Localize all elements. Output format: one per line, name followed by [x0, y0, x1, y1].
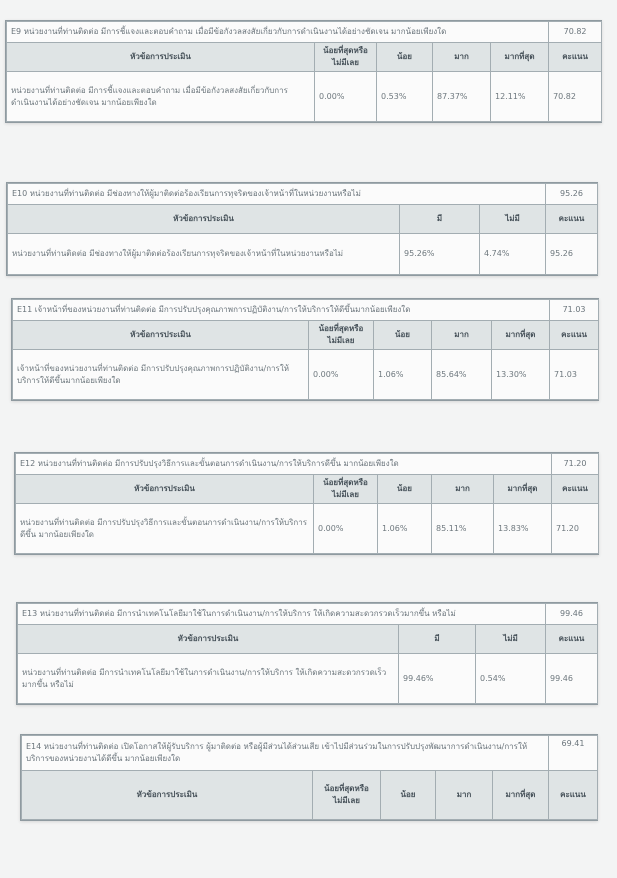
- section-score: 71.20: [552, 454, 599, 475]
- question-text: หน่วยงานที่ท่านติดต่อ มีการชี้แจงและตอบคำถาม เมื่อมีข้อกังวลสงสัยเกี่ยวกับการดำเนินงานได้อย่างชัดเจน มากน้อยเพียงใด: [7, 72, 315, 122]
- header-least: น้อยที่สุดหรือไม่มีเลย: [309, 321, 374, 350]
- section-title: E9 หน่วยงานที่ท่านติดต่อ มีการชี้แจงและตอบคำถาม เมื่อมีข้อกังวลสงสัยเกี่ยวกับการดำเนินงานได้อย่างชัดเจน มากน้อยเพียงใด: [7, 22, 549, 43]
- header-score: คะแนน: [546, 625, 598, 654]
- header-least: น้อยที่สุดหรือไม่มีเลย: [314, 475, 378, 504]
- header-score: คะแนน: [549, 771, 598, 820]
- section-title: E14 หน่วยงานที่ท่านติดต่อ เปิดโอกาสให้ผู้รับบริการ ผู้มาติดต่อ หรือผู้มีส่วนได้ส่วนเสีย เข้าไปมีส่วนร่วมในการปรับปรุงพัฒนาการดำเนินงาน/การให้บริการของหน่วยงานได้ดีขึ้น มากน้อยเพียงใด: [22, 736, 549, 771]
- header-most: มากที่สุด: [494, 475, 552, 504]
- section-title: E11 เจ้าหน้าที่ของหน่วยงานที่ท่านติดต่อ มีการปรับปรุงคุณภาพการปฏิบัติงาน/การให้บริการให้ดีขึ้นมากน้อยเพียงใด: [13, 300, 550, 321]
- section-e12: [14, 452, 599, 555]
- header-topic: หัวข้อการประเมิน: [8, 205, 400, 234]
- section-e14: [20, 734, 598, 821]
- table-e12: [15, 453, 599, 554]
- value-little: 1.06%: [378, 504, 432, 554]
- header-no: ไม่มี: [480, 205, 546, 234]
- header-topic: หัวข้อการประเมิน: [22, 771, 313, 820]
- header-much: มาก: [436, 771, 493, 820]
- value-score: 99.46: [546, 654, 598, 704]
- section-title: E12 หน่วยงานที่ท่านติดต่อ มีการปรับปรุงวิธีการและขั้นตอนการดำเนินงาน/การให้บริการดีขึ้น มากน้อยเพียงใด: [16, 454, 552, 475]
- section-title: E13 หน่วยงานที่ท่านติดต่อ มีการนำเทคโนโลยีมาใช้ในการดำเนินงาน/การให้บริการ ให้เกิดความสะดวกรวดเร็วมากขึ้น หรือไม่: [18, 604, 546, 625]
- section-e11: [11, 298, 599, 401]
- question-text: หน่วยงานที่ท่านติดต่อ มีการนำเทคโนโลยีมาใช้ในการดำเนินงาน/การให้บริการ ให้เกิดความสะดวกรวดเร็วมากขึ้น หรือไม่: [18, 654, 399, 704]
- header-much: มาก: [432, 475, 494, 504]
- table-e10: [7, 183, 598, 275]
- header-score: คะแนน: [552, 475, 599, 504]
- value-score: 71.03: [550, 350, 599, 400]
- value-least: 0.00%: [309, 350, 374, 400]
- table-e13: [17, 603, 598, 704]
- value-little: 1.06%: [374, 350, 432, 400]
- value-much: 85.64%: [432, 350, 492, 400]
- header-topic: หัวข้อการประเมิน: [18, 625, 399, 654]
- section-title: E10 หน่วยงานที่ท่านติดต่อ มีช่องทางให้ผู้มาติดต่อร้องเรียนการทุจริตของเจ้าหน้าที่ในหน่วยงานหรือไม่: [8, 184, 546, 205]
- value-least: 0.00%: [315, 72, 377, 122]
- section-score: 69.41: [549, 736, 598, 771]
- value-most: 13.30%: [492, 350, 550, 400]
- value-much: 85.11%: [432, 504, 494, 554]
- value-score: 70.82: [549, 72, 602, 122]
- header-topic: หัวข้อการประเมิน: [7, 43, 315, 72]
- header-no: ไม่มี: [476, 625, 546, 654]
- header-topic: หัวข้อการประเมิน: [16, 475, 314, 504]
- section-e13: [16, 602, 598, 705]
- header-yes: มี: [399, 625, 476, 654]
- question-text: เจ้าหน้าที่ของหน่วยงานที่ท่านติดต่อ มีการปรับปรุงคุณภาพการปฏิบัติงาน/การให้บริการให้ดีขึ้นมากน้อยเพียงใด: [13, 350, 309, 400]
- value-yes: 95.26%: [400, 234, 480, 275]
- table-e14: [21, 735, 598, 820]
- table-e11: [12, 299, 599, 400]
- value-least: 0.00%: [314, 504, 378, 554]
- header-least: น้อยที่สุดหรือไม่มีเลย: [315, 43, 377, 72]
- section-score: 71.03: [550, 300, 599, 321]
- header-yes: มี: [400, 205, 480, 234]
- section-score: 95.26: [546, 184, 598, 205]
- value-most: 12.11%: [491, 72, 549, 122]
- header-score: คะแนน: [546, 205, 598, 234]
- section-score: 70.82: [549, 22, 602, 43]
- value-most: 13.83%: [494, 504, 552, 554]
- header-score: คะแนน: [550, 321, 599, 350]
- section-e10: [6, 182, 598, 276]
- header-little: น้อย: [377, 43, 433, 72]
- header-score: คะแนน: [549, 43, 602, 72]
- header-much: มาก: [433, 43, 491, 72]
- header-least: น้อยที่สุดหรือไม่มีเลย: [313, 771, 381, 820]
- question-text: หน่วยงานที่ท่านติดต่อ มีการปรับปรุงวิธีการและขั้นตอนการดำเนินงาน/การให้บริการดีขึ้น มากน้อยเพียงใด: [16, 504, 314, 554]
- table-e9: [6, 21, 602, 122]
- value-much: 87.37%: [433, 72, 491, 122]
- header-little: น้อย: [378, 475, 432, 504]
- header-most: มากที่สุด: [493, 771, 549, 820]
- section-score: 99.46: [546, 604, 598, 625]
- value-no: 0.54%: [476, 654, 546, 704]
- value-score: 95.26: [546, 234, 598, 275]
- value-yes: 99.46%: [399, 654, 476, 704]
- header-much: มาก: [432, 321, 492, 350]
- header-most: มากที่สุด: [491, 43, 549, 72]
- value-no: 4.74%: [480, 234, 546, 275]
- section-e9: [5, 20, 602, 123]
- header-topic: หัวข้อการประเมิน: [13, 321, 309, 350]
- value-score: 71.20: [552, 504, 599, 554]
- question-text: หน่วยงานที่ท่านติดต่อ มีช่องทางให้ผู้มาติดต่อร้องเรียนการทุจริตของเจ้าหน้าที่ในหน่วยงานหรือไม่: [8, 234, 400, 275]
- header-little: น้อย: [374, 321, 432, 350]
- value-little: 0.53%: [377, 72, 433, 122]
- header-little: น้อย: [381, 771, 436, 820]
- header-most: มากที่สุด: [492, 321, 550, 350]
